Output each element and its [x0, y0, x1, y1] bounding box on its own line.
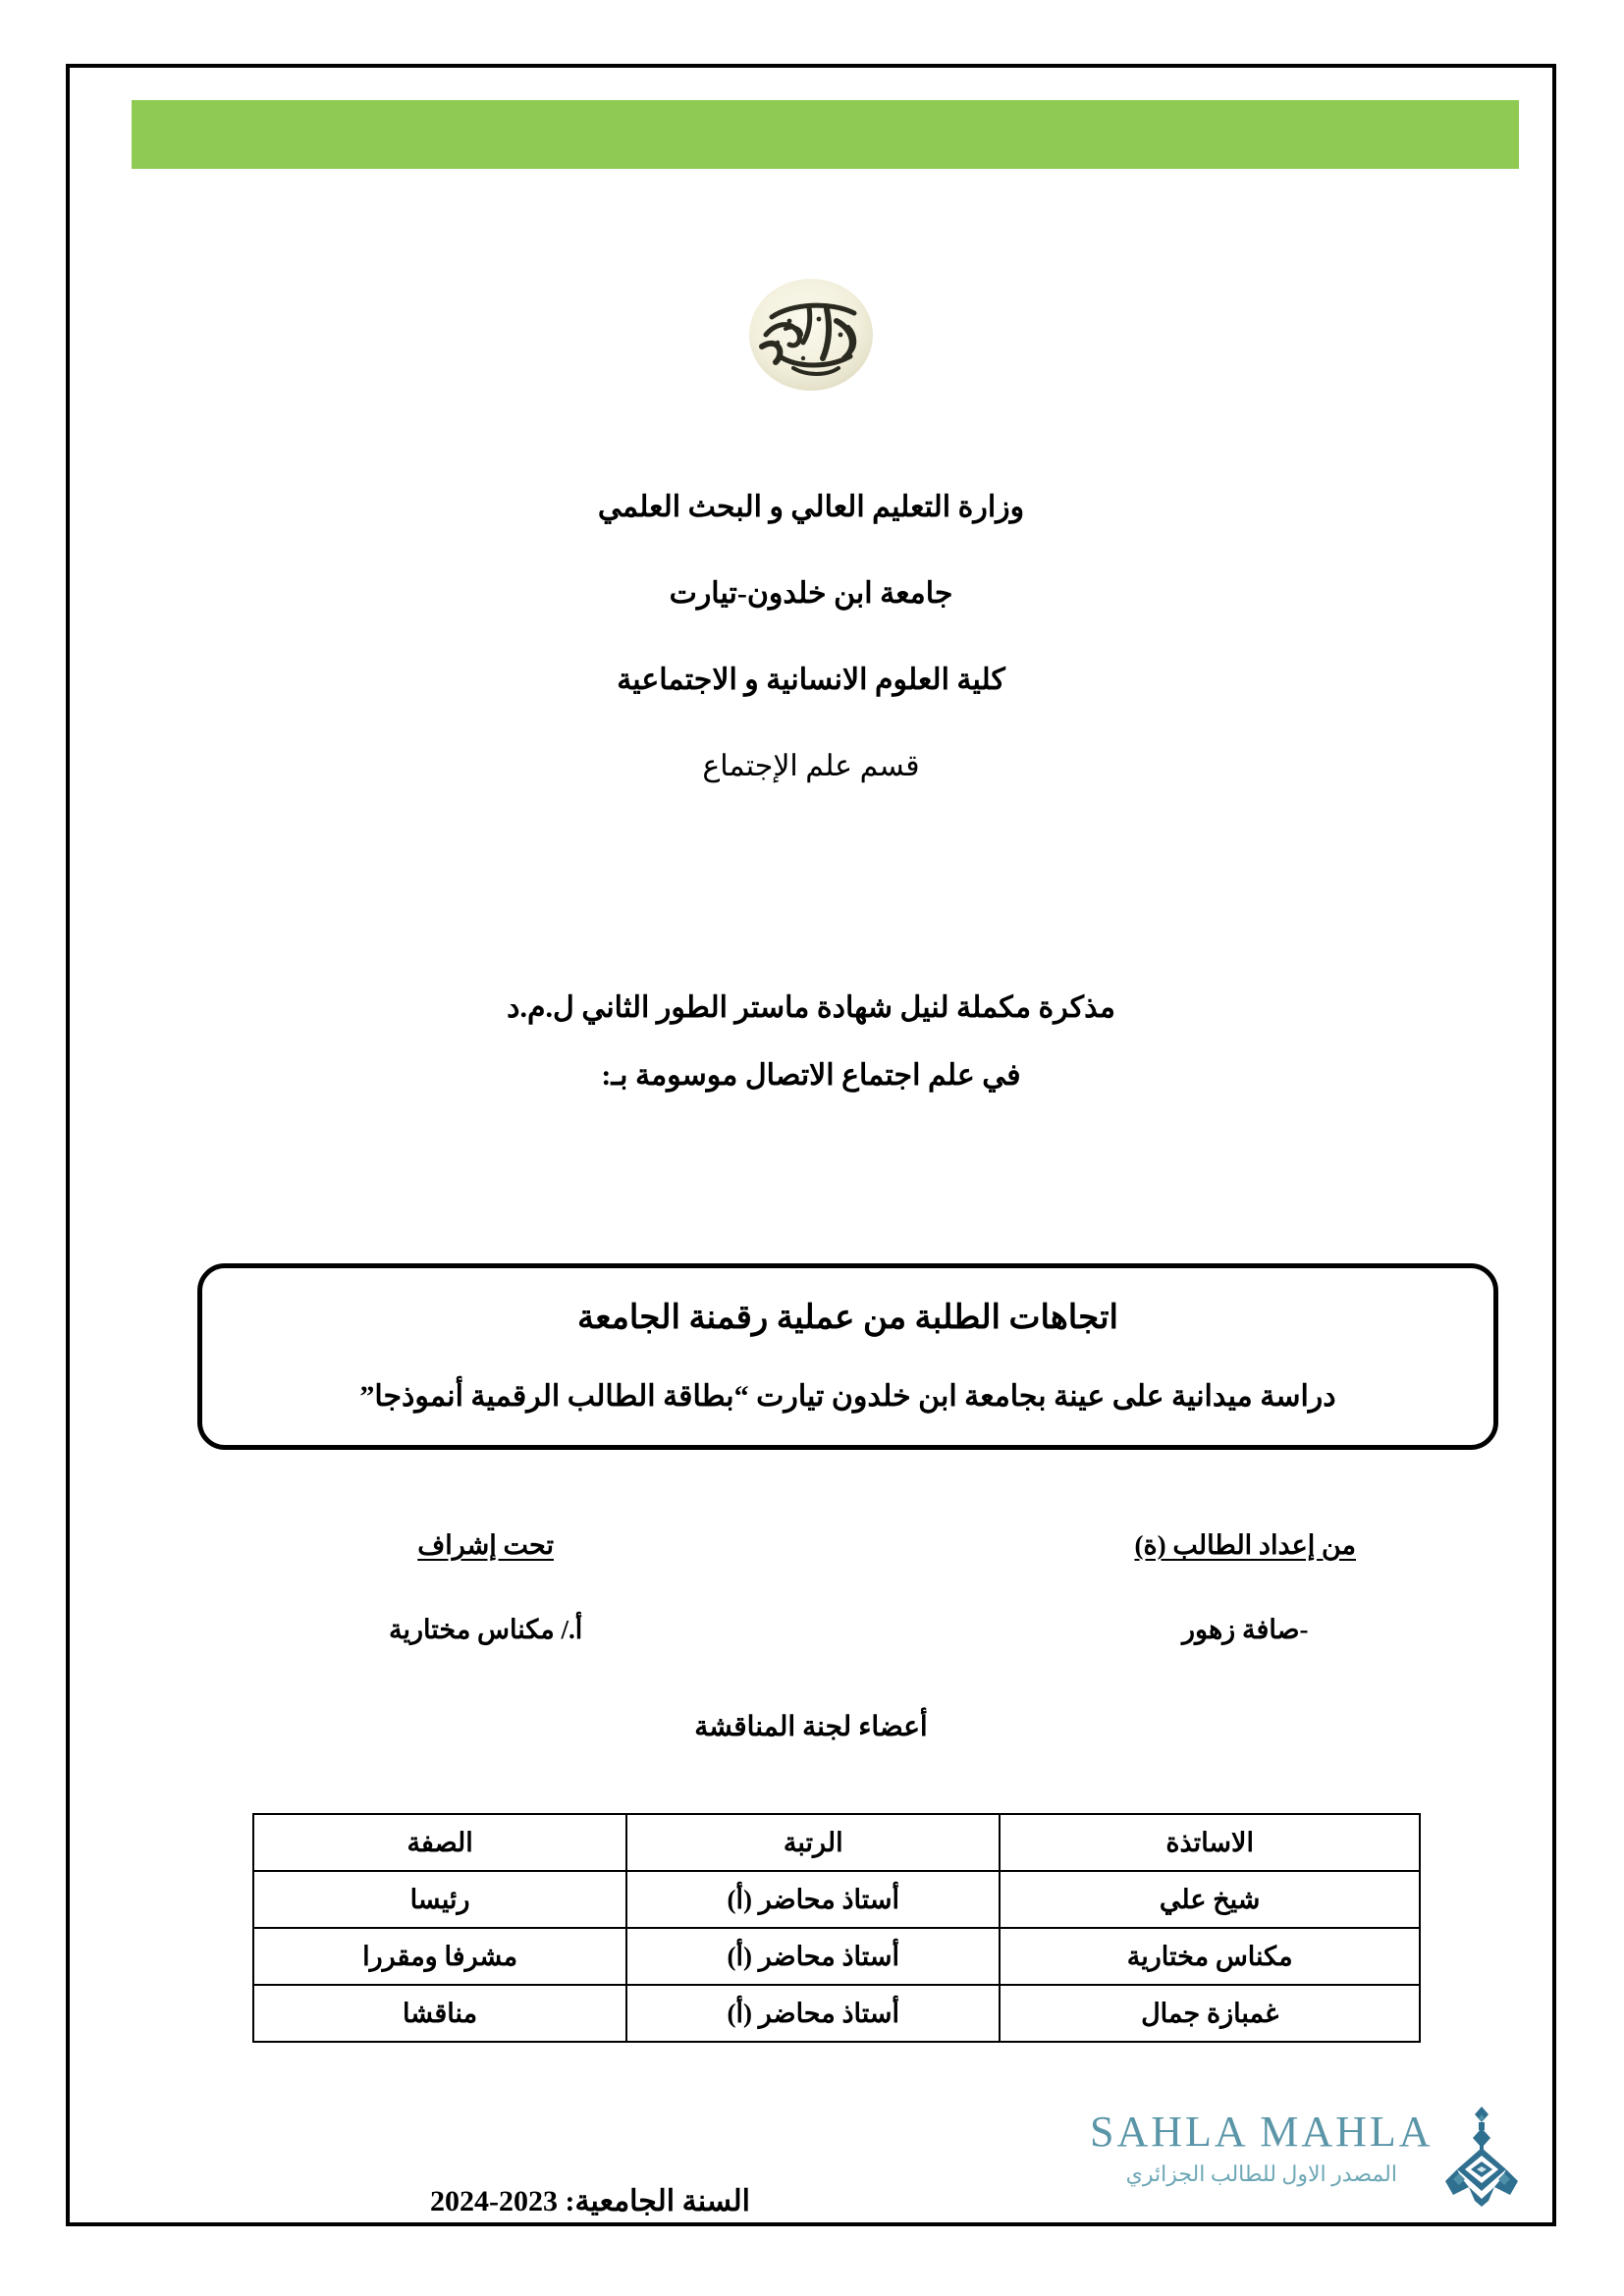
- jury-member-name: غمبازة جمال: [1000, 1985, 1420, 2042]
- watermark-title: SAHLA MAHLA: [1090, 2108, 1434, 2156]
- student-name: -صافة زهور: [1181, 1615, 1309, 1644]
- jury-member-role: رئيسا: [253, 1871, 626, 1928]
- ministry-line: وزارة التعليم العالي و البحث العلمي: [597, 491, 1025, 523]
- table-row: [253, 1928, 1420, 1985]
- jury-member-name: شيخ علي: [1000, 1871, 1420, 1928]
- thesis-title-box: [197, 1263, 1498, 1450]
- jury-member-rank: أستاذ محاضر (أ): [626, 1928, 1000, 1985]
- jury-member-rank: أستاذ محاضر (أ): [626, 1871, 1000, 1928]
- emblem-container: [70, 274, 1552, 397]
- author-supervisor-row: [197, 1530, 1498, 1645]
- jury-table: [252, 1813, 1421, 2043]
- student-heading: من إعداد الطالب (ة): [1134, 1530, 1356, 1560]
- thesis-title: اتجاهات الطلبة من عملية رقمنة الجامعة: [577, 1299, 1119, 1336]
- table-header-row: [253, 1814, 1420, 1871]
- supervisor-block: [389, 1530, 582, 1645]
- table-row: [253, 1985, 1420, 2042]
- faculty-line: كلية العلوم الانسانية و الاجتماعية: [617, 664, 1005, 696]
- jury-table-container: [252, 1813, 1421, 2043]
- supervisor-heading: تحت إشراف: [417, 1530, 554, 1560]
- jury-member-role: مناقشا: [253, 1985, 626, 2042]
- academic-year: السنة الجامعية: 2023-2024: [429, 2185, 751, 2217]
- university-line: جامعة ابن خلدون-تيارت: [669, 577, 953, 610]
- jury-member-name: مكناس مختارية: [1000, 1928, 1420, 1985]
- column-header-role: الصفة: [253, 1814, 626, 1871]
- table-row: [253, 1871, 1420, 1928]
- department-line: قسم علم الإجتماع: [702, 750, 920, 782]
- degree-line-1: مذكرة مكملة لنيل شهادة ماستر الطور الثاني ل.م.د: [507, 991, 1115, 1024]
- watermark-subtitle: المصدر الاول للطالب الجزائري: [1125, 2162, 1397, 2186]
- university-seal-icon: [732, 274, 890, 397]
- jury-member-role: مشرفا ومقررا: [253, 1928, 626, 1985]
- green-header-band: [132, 100, 1519, 169]
- jury-member-rank: أستاذ محاضر (أ): [626, 1985, 1000, 2042]
- page-frame: [66, 64, 1556, 2226]
- institution-header: [70, 490, 1552, 835]
- thesis-subtitle: دراسة ميدانية على عينة بجامعة ابن خلدون تيارت “بطاقة الطالب الرقمية أنموذجا”: [359, 1380, 1336, 1414]
- column-header-rank: الرتبة: [626, 1814, 1000, 1871]
- student-block: [1134, 1530, 1356, 1645]
- jury-heading: أعضاء لجنة المناقشة: [694, 1712, 928, 1742]
- column-header-name: الاساتذة: [1000, 1814, 1420, 1871]
- degree-statement: [70, 990, 1552, 1126]
- supervisor-name: أ./ مكناس مختارية: [389, 1615, 583, 1644]
- degree-line-2: في علم اجتماع الاتصال موسومة بـ:: [601, 1059, 1021, 1092]
